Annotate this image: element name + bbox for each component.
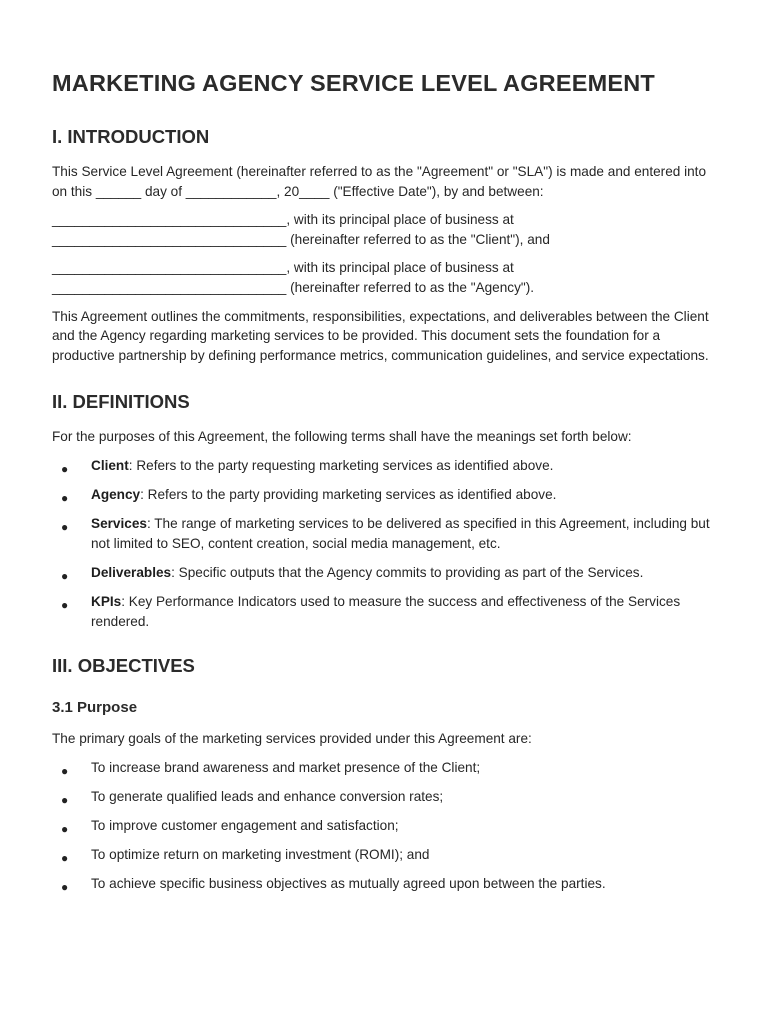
goal-item <box>52 758 718 778</box>
goal-text: To improve customer engagement and satisfaction; <box>91 817 399 833</box>
definition-text: : Refers to the party requesting marketing services as identified above. <box>128 457 554 473</box>
definition-item <box>52 514 718 553</box>
agency-line-2: _______________________________ (hereinafter referred to as the "Agency"). <box>52 279 535 295</box>
goal-item <box>52 787 718 807</box>
definition-text: : The range of marketing services to be delivered as specified in this Agreement, including but not limited to SEO, content creation, social media management, etc. <box>91 516 710 551</box>
goal-item <box>52 845 718 865</box>
subsection-heading-purpose: 3.1 Purpose <box>52 699 138 717</box>
definition-term: Deliverables <box>91 564 172 580</box>
section-heading-definitions: II. DEFINITIONS <box>52 391 190 413</box>
section-heading-objectives: III. OBJECTIVES <box>52 655 195 677</box>
definitions-intro: For the purposes of this Agreement, the following terms shall have the meanings set forth below: <box>52 429 632 445</box>
goal-item <box>52 874 718 894</box>
bullet-icon: ● <box>61 821 69 836</box>
bullet-icon: ● <box>61 792 69 807</box>
definition-item <box>52 592 718 631</box>
section-heading-introduction: I. INTRODUCTION <box>52 126 210 147</box>
goal-item <box>52 816 718 836</box>
bullet-icon: ● <box>61 850 69 865</box>
goal-text: To increase brand awareness and market presence of the Client; <box>91 759 481 775</box>
bullet-icon: ● <box>61 568 69 583</box>
goal-text: To achieve specific business objectives as mutually agreed upon between the parties. <box>91 876 606 892</box>
bullet-icon: ● <box>61 520 69 535</box>
document-title: MARKETING AGENCY SERVICE LEVEL AGREEMENT <box>52 70 655 96</box>
definition-term: KPIs <box>91 593 122 609</box>
intro-paragraph: This Service Level Agreement (hereinafter referred to as the "Agreement" or "SLA") is made and entered into on this ______ day of ____________, 20____ ("Effective Date"), by and between: <box>52 164 707 199</box>
definition-item <box>52 563 718 583</box>
definition-term: Client <box>91 457 129 473</box>
definition-item <box>52 485 718 505</box>
client-party-block <box>52 210 718 249</box>
client-line-1: _______________________________, with its principal place of business at <box>52 212 514 228</box>
bullet-icon: ● <box>61 597 69 612</box>
purpose-intro: The primary goals of the marketing services provided under this Agreement are: <box>52 731 532 747</box>
agency-party-block <box>52 258 718 297</box>
agency-line-1: _______________________________, with its principal place of business at <box>52 260 514 276</box>
definition-text: : Refers to the party providing marketing services as identified above. <box>140 487 557 503</box>
bullet-icon: ● <box>61 880 69 895</box>
bullet-icon: ● <box>61 491 69 506</box>
bullet-icon: ● <box>61 461 69 476</box>
definition-item <box>52 456 718 476</box>
goal-text: To optimize return on marketing investment (ROMI); and <box>91 846 430 862</box>
definitions-list <box>52 456 718 631</box>
goal-text: To generate qualified leads and enhance conversion rates; <box>91 788 444 804</box>
goals-list <box>52 758 718 894</box>
definition-term: Agency <box>91 487 141 503</box>
definition-text: : Specific outputs that the Agency commits to providing as part of the Services. <box>171 564 644 580</box>
definition-text: : Key Performance Indicators used to measure the success and effectiveness of the Services rendered. <box>91 593 681 629</box>
definition-term: Services <box>91 516 147 532</box>
client-line-2: _______________________________ (hereinafter referred to as the "Client"), and <box>52 231 550 247</box>
bullet-icon: ● <box>61 763 69 778</box>
outline-paragraph: This Agreement outlines the commitments, responsibilities, expectations, and deliverables between the Client and the Agency regarding marketing services to be provided. This document sets the foundation for a productive partnership by defining performance metrics, communication guidelines, and service expectations. <box>52 308 709 363</box>
